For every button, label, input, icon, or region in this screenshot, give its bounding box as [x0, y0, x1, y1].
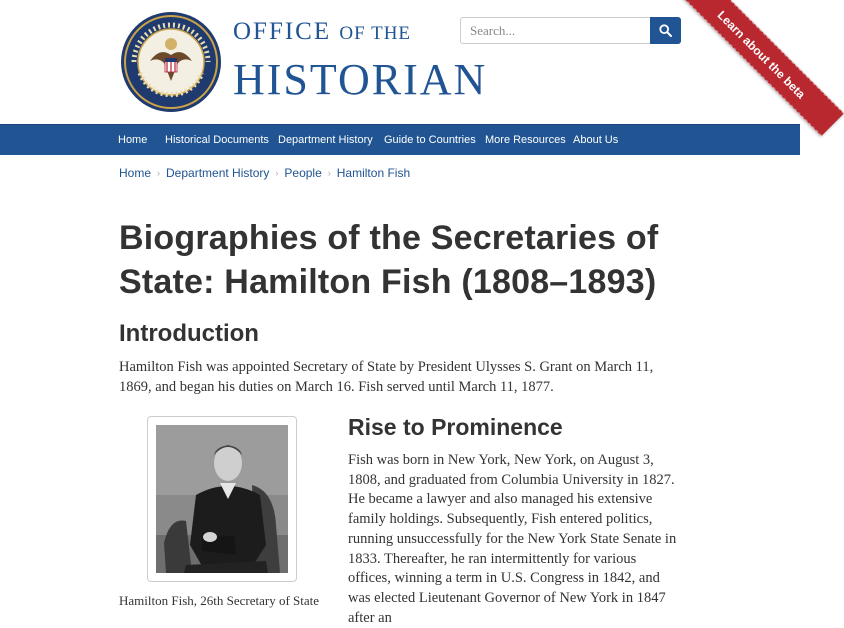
breadcrumb-separator-icon: › — [275, 168, 279, 178]
rise-to-prominence-paragraph: Fish was born in New York, New York, on August 3, 1808, and graduated from Columbia University in 1827. He became a lawyer and also managed his extensive family holdings. Subsequently, Fish entered politics, running unsuccessfully for the New York State Senate in 1833. Thereafter, he ran intermittently for various offices, winning a term in U.S. Congress in 1842, and was elected Lieutenant Governor of New York in 1847 after an — [348, 452, 677, 626]
search-input[interactable] — [460, 17, 650, 44]
site-header — [0, 0, 808, 124]
nav-item-more-resources[interactable]: More Resources — [485, 134, 566, 146]
nav-item-guide-to-countries[interactable]: Guide to Countries — [384, 134, 476, 146]
page-title: Biographies of the Secretaries of State: Hamilton Fish (1808–1893) — [119, 219, 659, 301]
brand-line-2: HISTORIAN — [233, 55, 488, 104]
breadcrumb — [119, 166, 410, 180]
breadcrumb-separator-icon: › — [157, 168, 161, 178]
breadcrumb-home[interactable]: Home — [119, 166, 152, 180]
intro-heading: Introduction — [119, 320, 259, 347]
portrait-caption: Hamilton Fish, 26th Secretary of State — [119, 593, 320, 608]
portrait-frame[interactable] — [147, 416, 297, 582]
hamilton-fish-portrait-image[interactable] — [156, 425, 288, 573]
main-nav — [0, 124, 800, 155]
rise-to-prominence-heading: Rise to Prominence — [348, 414, 563, 440]
breadcrumb-hamilton-fish[interactable]: Hamilton Fish — [336, 166, 411, 180]
breadcrumb-department-history[interactable]: Department History — [166, 166, 270, 180]
beta-ribbon-container — [650, 0, 808, 130]
breadcrumb-people[interactable]: People — [284, 166, 322, 180]
nav-item-home[interactable]: Home — [118, 134, 148, 146]
brand-line-1-small: OF THE — [339, 23, 412, 44]
intro-paragraph: Hamilton Fish was appointed Secretary of State by President Ulysses S. Grant on March 11, 1869, and began his duties on March 16. Fish served until March 11, 1877. — [119, 359, 654, 395]
department-of-state-seal-icon[interactable] — [120, 11, 222, 113]
nav-item-department-history[interactable]: Department History — [278, 134, 373, 146]
breadcrumb-separator-icon: › — [327, 168, 331, 178]
nav-item-about-us[interactable]: About Us — [573, 134, 619, 146]
learn-about-beta-ribbon[interactable]: Learn about the beta — [680, 0, 844, 136]
nav-item-historical-documents[interactable]: Historical Documents — [165, 134, 269, 146]
brand-line-1: OFFICE OF THE — [233, 18, 412, 45]
